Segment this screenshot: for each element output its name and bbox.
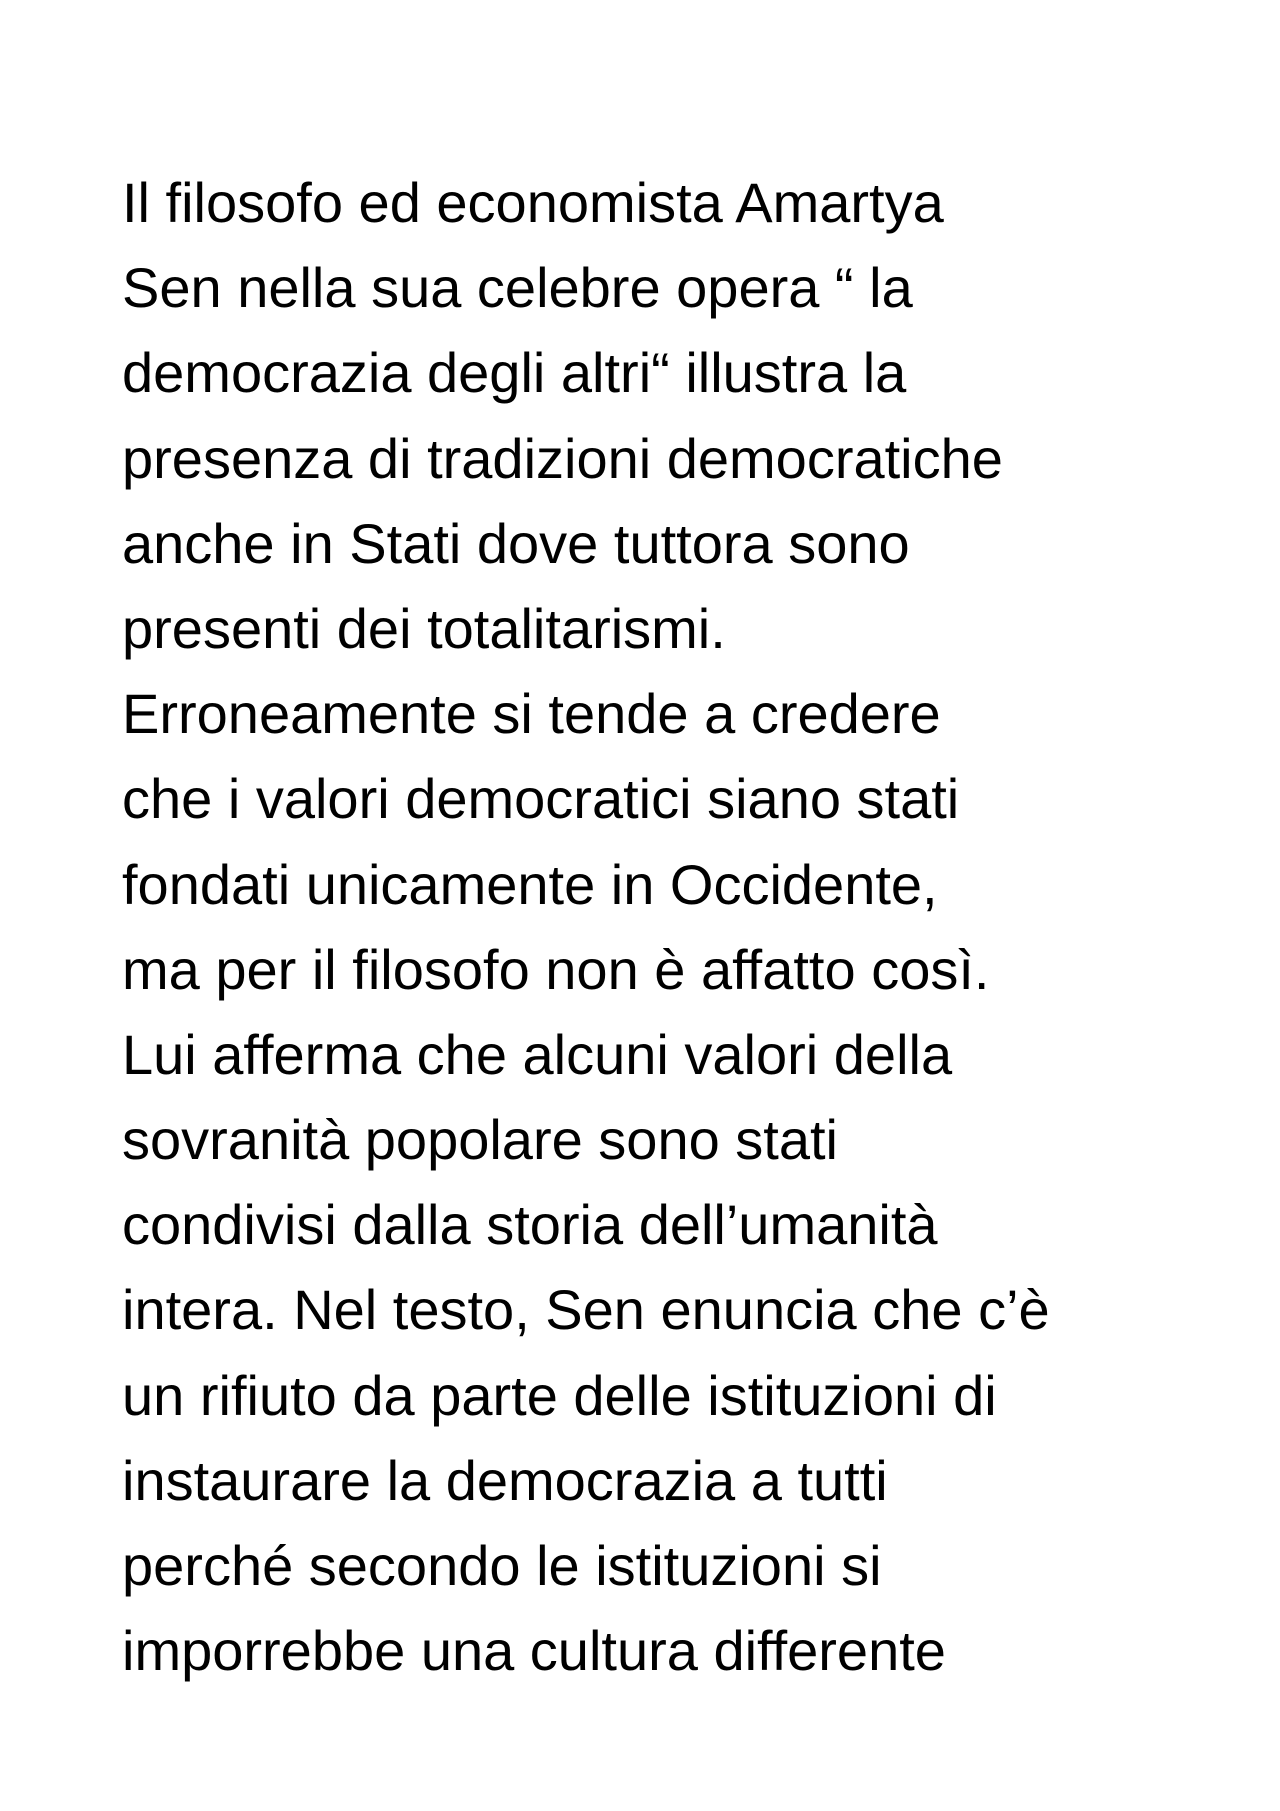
- text-line: un rifiuto da parte delle istituzioni di: [122, 1363, 997, 1427]
- text-line: presenza di tradizioni democratiche: [122, 426, 1003, 490]
- text-line: intera. Nel testo, Sen enuncia che c’è: [122, 1278, 1050, 1342]
- text-line: anche in Stati dove tuttora sono: [122, 511, 910, 575]
- text-line: instaurare la democrazia a tutti: [122, 1448, 888, 1512]
- text-line: Erroneamente si tende a credere: [122, 682, 941, 746]
- text-line: presenti dei totalitarismi.: [122, 596, 726, 660]
- text-line: democrazia degli altri“ illustra la: [122, 341, 907, 405]
- text-line: sovranità popolare sono stati: [122, 1108, 838, 1172]
- text-line: perché secondo le istituzioni si: [122, 1534, 882, 1597]
- body-paragraph: [122, 160, 1242, 1693]
- text-line: imporrebbe una cultura differente: [122, 1619, 946, 1683]
- text-line: fondati unicamente in Occidente,: [122, 852, 938, 916]
- text-line: condivisi dalla storia dell’umanità: [122, 1193, 938, 1257]
- text-line: Lui afferma che alcuni valori della: [122, 1022, 953, 1086]
- text-line: Sen nella sua celebre opera “ la: [122, 256, 913, 320]
- text-line: ma per il filosofo non è affatto così.: [122, 937, 990, 1001]
- text-line: Il filosofo ed economista Amartya: [122, 171, 944, 234]
- text-line: che i valori democratici siano stati: [122, 767, 960, 831]
